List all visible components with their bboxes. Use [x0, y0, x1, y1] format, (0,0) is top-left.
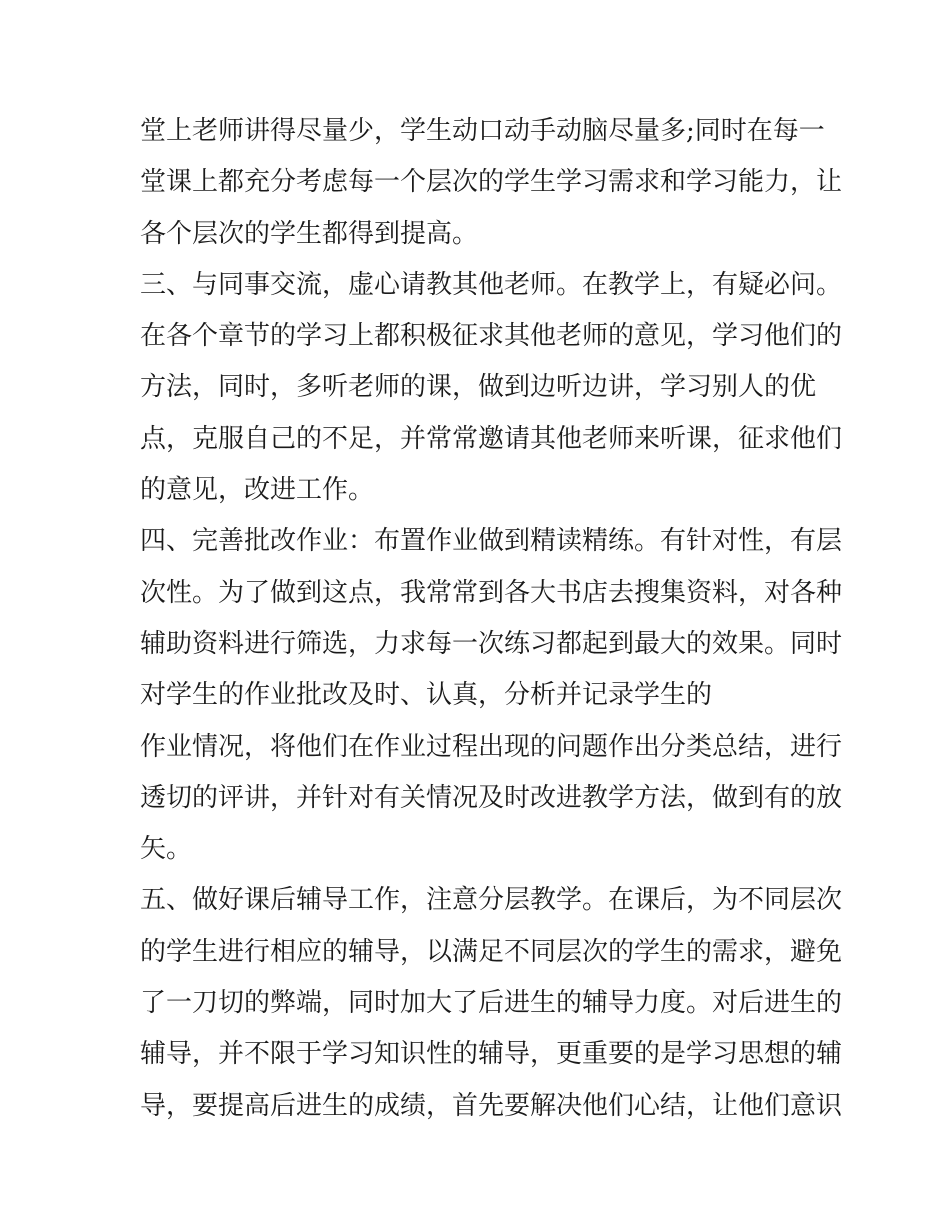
text-line: 堂上老师讲得尽量少，学生动口动手动脑尽量多;同时在每一: [140, 116, 825, 146]
text-line: 作业情况，将他们在作业过程出现的问题作出分类总结，进行: [140, 731, 843, 762]
text-line: 五、做好课后辅导工作，注意分层教学。在课后，为不同层次: [140, 885, 843, 916]
text-line: 方法，同时，多听老师的课，做到边听边讲，学习别人的优: [140, 372, 817, 403]
text-line: 导，要提高后进生的成绩，首先要解决他们心结，让他们意识: [140, 1090, 843, 1121]
text-line: 对学生的作业批改及时、认真，分析并记录学生的: [140, 680, 713, 711]
text-line: 的意见，改进工作。: [140, 475, 375, 506]
text-line: 各个层次的学生都得到提高。: [140, 218, 479, 249]
text-line: 堂课上都充分考虑每一个层次的学生学习需求和学习能力，让: [140, 167, 843, 198]
text-line: 矢。: [140, 834, 193, 865]
text-line: 三、与同事交流，虚心请教其他老师。在教学上，有疑必问。: [140, 269, 843, 300]
text-line: 在各个章节的学习上都积极征求其他老师的意见，学习他们的: [140, 321, 843, 352]
text-line: 点，克服自己的不足，并常常邀请其他老师来听课，征求他们: [140, 423, 843, 454]
text-line: 辅助资料进行筛选，力求每一次练习都起到最大的效果。同时: [140, 628, 843, 659]
text-line: 的学生进行相应的辅导，以满足不同层次的学生的需求，避免: [140, 936, 843, 967]
text-line: 四、完善批改作业：布置作业做到精读精练。有针对性，有层: [140, 526, 843, 557]
body-text: [140, 106, 843, 1132]
text-line: 次性。为了做到这点，我常常到各大书店去搜集资料，对各种: [140, 577, 843, 608]
text-line: 了一刀切的弊端，同时加大了后进生的辅导力度。对后进生的: [140, 988, 843, 1019]
text-line: 辅导，并不限于学习知识性的辅导，更重要的是学习思想的辅: [140, 1039, 843, 1070]
text-line: 透切的评讲，并针对有关情况及时改进教学方法，做到有的放: [140, 782, 843, 813]
